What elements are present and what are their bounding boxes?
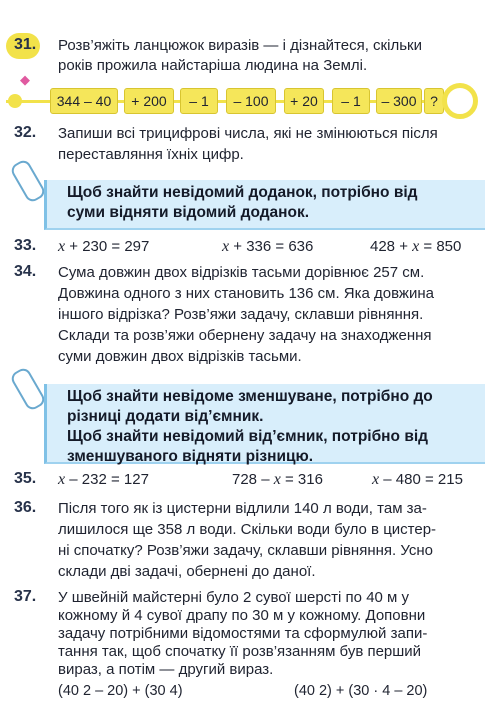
task-text: іншого відрізка? Розв’яжи задачу, склавши рівняння. (58, 306, 424, 323)
rule-box (44, 384, 485, 464)
rule-text: Щоб знайти невідоме зменшуване, потрібно до (67, 388, 433, 405)
task-text: суми довжин двох відрізків тасьми. (58, 348, 302, 365)
task-number: 35. (14, 470, 37, 487)
task-text: лишилося ще 358 л води. Скільки води було в цистер- (58, 521, 437, 538)
expression-chain (6, 88, 484, 114)
equation-row (0, 470, 491, 490)
rule-text: різниці додати від’ємник. (67, 408, 264, 425)
expression: (40 2) + (30 · 4 – 20) (294, 683, 428, 699)
task-text: задачу потрібними відомостями та сформулюй запи- (58, 625, 428, 642)
equation-row (0, 237, 491, 257)
task-text: Запиши всі трицифрові числа, які не змінюються після (58, 125, 438, 142)
equation: x + 336 = 636 (222, 238, 314, 255)
task-text: Розв’яжіть ланцюжок виразів — і дізнайтеся, скільки (58, 37, 422, 54)
task-text: ні спочатку? Розв’яжи задачу, склавши рівняння. Усно (58, 542, 433, 559)
chain-step: – 1 (332, 88, 370, 114)
rule-box (44, 180, 485, 230)
chain-answer: ? (424, 88, 444, 114)
task-number: 36. (14, 499, 37, 516)
paperclip-icon (9, 158, 47, 204)
task-text: Склади та розв’яжи обернену задачу на знаходження (58, 327, 432, 344)
expression: (40 2 – 20) + (30 4) (58, 683, 183, 699)
task-number: 32. (14, 124, 37, 141)
chain-start-dot (8, 94, 22, 108)
rule-text: суми відняти відомий доданок. (67, 204, 310, 221)
chain-step: – 1 (180, 88, 218, 114)
rule-text: Щоб знайти невідомий доданок, потрібно від (67, 184, 418, 201)
task-text: кожному й 4 сувої драпу по 30 м у кожному. Доповни (58, 607, 426, 624)
task-number: 37. (14, 588, 37, 605)
chain-step: – 300 (376, 88, 422, 114)
task-text: Після того як із цистерни відлили 140 л води, там за- (58, 500, 427, 517)
task-text: У швейній майстерні було 2 сувої шерсті по 40 м у (58, 589, 410, 606)
task-text: Сума довжин двох відрізків тасьми дорівнює 257 см. (58, 264, 425, 281)
task-number: 33. (14, 237, 37, 254)
task-number: 34. (14, 263, 37, 280)
chain-step: + 20 (284, 88, 324, 114)
task-text: Довжина одного з них становить 136 см. Яка довжина (58, 285, 434, 302)
task-text: вираз, а потім — другий вираз. (58, 661, 274, 678)
chain-step: + 200 (124, 88, 174, 114)
equation: x – 232 = 127 (58, 471, 149, 488)
equation: 428 + x = 850 (370, 238, 462, 255)
chain-step: 344 – 40 (50, 88, 118, 114)
task-text: тання так, щоб спочатку її розв’язанням був перший (58, 643, 422, 660)
heart-icon: ◆ (20, 72, 30, 87)
equation: x – 480 = 215 (372, 471, 463, 488)
rule-text: зменшуваного відняти різницю. (67, 448, 314, 465)
task-number: 31. (14, 36, 37, 53)
equation: x + 230 = 297 (58, 238, 150, 255)
task-text: років прожила найстаріша людина на Землі. (58, 57, 368, 74)
chain-step: – 100 (226, 88, 276, 114)
task-text: склади дві задачі, обернені до даної. (58, 563, 316, 580)
equation: 728 – x = 316 (232, 471, 323, 488)
paperclip-icon (9, 366, 47, 412)
task-text: переставляння їхніх цифр. (58, 146, 244, 163)
rule-text: Щоб знайти невідомий від’ємник, потрібно від (67, 428, 428, 445)
chain-end-ring (442, 83, 478, 119)
